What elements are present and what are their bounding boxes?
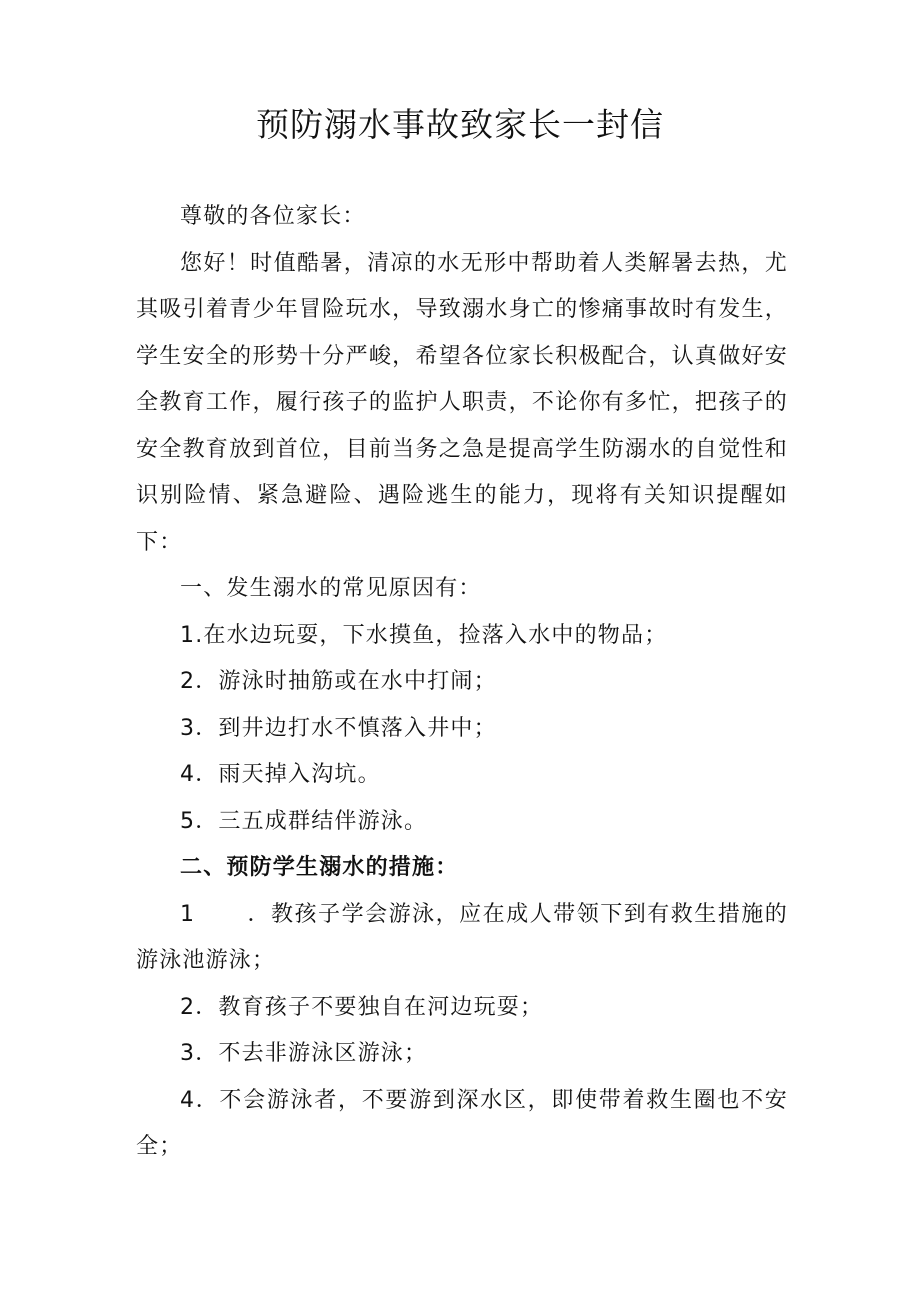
measure-item-1-text: ．教孩子学会游泳，应在成人带领下到有救生措施的游泳池游泳； (136, 901, 788, 973)
intro-paragraph: 您好！时值酷暑，清凉的水无形中帮助着人类解暑去热，尤其吸引着青少年冒险玩水，导致溺水身亡的惨痛事故时有发生，学生安全的形势十分严峻，希望各位家长积极配合，认真做好安全教育工作，履行孩子的监护人职责，不论你有多忙，把孩子的安全教育放到首位，目前当务之急是提高学生防溺水的自觉性和识别险情、紧急避险、遇险逃生的能力，现将有关知识提醒如下： (136, 250, 788, 555)
measure-item-3: 3．不去非游泳区游泳； (180, 1041, 428, 1066)
letter-body (136, 194, 788, 1171)
cause-item-5: 5．三五成群结伴游泳。 (180, 808, 428, 834)
document-title: 预防溺水事故致家长一封信 (256, 105, 664, 144)
cause-item-4: 4．雨天掉入沟坑。 (180, 762, 381, 787)
cause-item-3: 3．到井边打水不慎落入井中； (180, 715, 497, 741)
section2-heading: 二、预防学生溺水的措施： (180, 855, 459, 880)
cause-item-2: 2．游泳时抽筋或在水中打闹； (180, 669, 497, 694)
measure-item-4: 4．不会游泳者，不要游到深水区，即使带着救生圈也不安全； (136, 1087, 788, 1159)
cause-item-1: 1.在水边玩耍，下水摸鱼，捡落入水中的物品； (180, 622, 668, 648)
section1-heading: 一、发生溺水的常见原因有： (180, 576, 482, 601)
measure-item-2: 2．教育孩子不要独自在河边玩耍； (180, 994, 544, 1020)
measure-item-1-number: 1 (180, 901, 196, 927)
salutation: 尊敬的各位家长： (180, 204, 366, 229)
measure-item-1 (136, 892, 788, 985)
